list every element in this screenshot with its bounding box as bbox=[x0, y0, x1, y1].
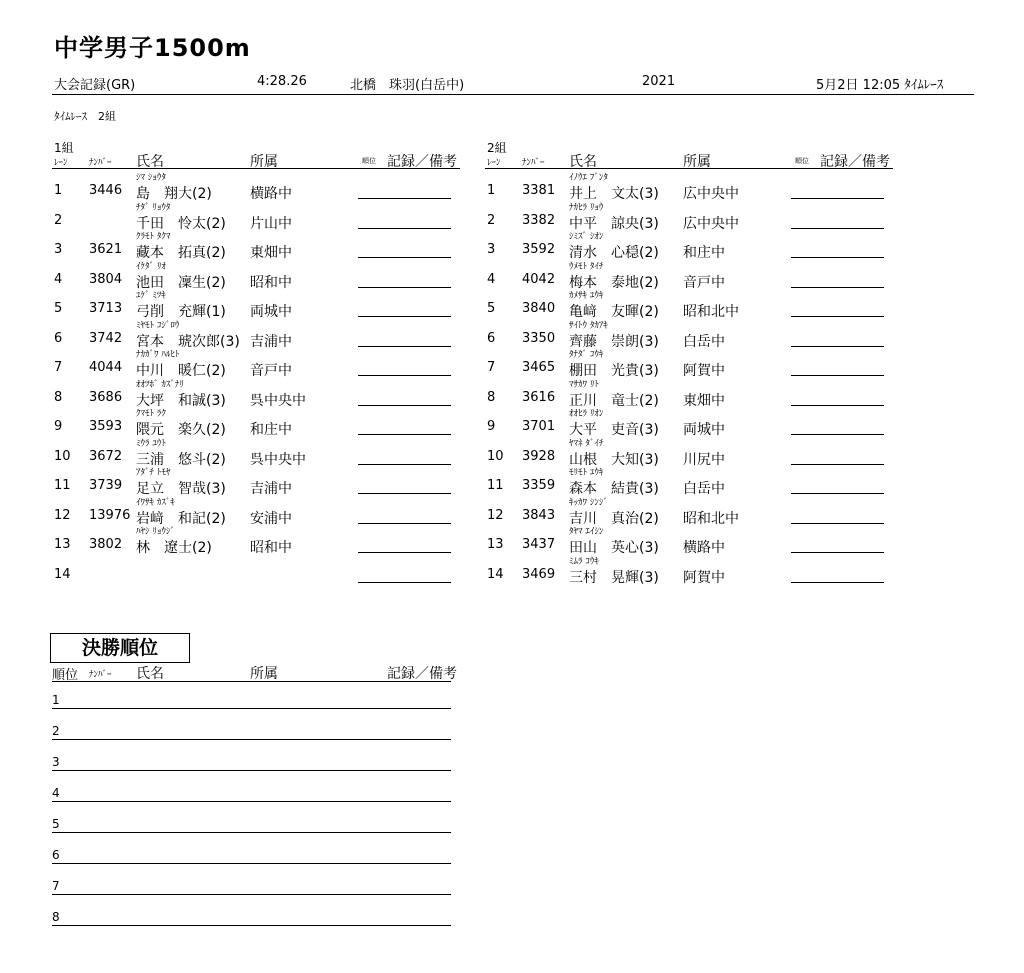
header-rank: 順位 bbox=[362, 157, 376, 165]
lane-number: 10 bbox=[487, 448, 504, 464]
bib-number: 4044 bbox=[89, 360, 123, 375]
header-name: 氏名 bbox=[136, 154, 164, 170]
header-number: ﾅﾝﾊﾞｰ bbox=[89, 158, 112, 168]
name-kana: ﾀﾔﾏ ｴｲｼﾝ bbox=[569, 527, 604, 537]
final-rank-number: 7 bbox=[52, 879, 60, 893]
athlete-name: 大平 吏音(3) bbox=[569, 422, 659, 438]
bib-number: 3802 bbox=[89, 537, 123, 552]
name-kana: ﾐﾔﾓﾄ ｺｼﾞﾛｳ bbox=[136, 320, 180, 331]
record-label: 大会記録(GR) bbox=[54, 78, 136, 93]
lane-number: 4 bbox=[487, 271, 496, 287]
entry-row bbox=[485, 465, 895, 497]
final-rank-number: 4 bbox=[52, 786, 60, 800]
bib-number: 3381 bbox=[522, 183, 556, 198]
name-kana: ｲｹﾀﾞ ﾘｵ bbox=[136, 261, 166, 272]
final-rank-number: 1 bbox=[52, 693, 60, 707]
final-rank-row bbox=[52, 845, 451, 864]
athlete-name: 正川 竜士(2) bbox=[569, 392, 659, 409]
final-header-rank: 順位 bbox=[52, 668, 79, 683]
entry-row bbox=[52, 259, 462, 291]
final-rank-row bbox=[52, 752, 451, 771]
final-ranking-title: 決勝順位 bbox=[50, 633, 190, 663]
bib-number: 3350 bbox=[522, 330, 556, 346]
bib-number: 3686 bbox=[89, 389, 123, 405]
lane-number: 12 bbox=[54, 507, 71, 523]
athlete-name: 棚田 光貴(3) bbox=[569, 363, 659, 379]
header-record: 記録／備考 bbox=[387, 154, 457, 170]
bib-number: 3616 bbox=[522, 389, 556, 405]
lane-number: 6 bbox=[487, 330, 496, 346]
group1-header bbox=[52, 151, 460, 169]
entry-row bbox=[52, 200, 462, 232]
name-kana: ｼﾐｽﾞ ｼｵﾝ bbox=[569, 232, 604, 242]
entry-row bbox=[52, 347, 462, 379]
entry-row bbox=[52, 377, 462, 409]
name-kana: ﾏｻｶﾜ ﾘﾄ bbox=[569, 379, 599, 390]
bib-number: 3446 bbox=[89, 183, 123, 198]
entry-row bbox=[485, 170, 895, 202]
athlete-name: 清水 心穏(2) bbox=[569, 245, 659, 261]
school-name: 白岳中 bbox=[683, 481, 725, 497]
name-kana: ｻｲﾄｳ ﾀｶｱｷ bbox=[569, 320, 608, 331]
school-name: 阿賀中 bbox=[683, 363, 725, 379]
final-rank-row bbox=[52, 814, 451, 833]
school-name: 横路中 bbox=[683, 540, 725, 556]
header-lane: ﾚｰﾝ bbox=[487, 158, 501, 168]
bib-number: 3621 bbox=[89, 242, 123, 257]
athlete-name: 三村 晃輝(3) bbox=[569, 569, 659, 586]
entry-row bbox=[52, 170, 462, 202]
athlete-name: 中平 諒央(3) bbox=[569, 215, 659, 232]
race-label: ﾀｲﾑﾚｰｽ 2組 bbox=[54, 110, 116, 123]
entry-row bbox=[52, 465, 462, 497]
final-header-school: 所属 bbox=[250, 666, 278, 682]
lane-number: 2 bbox=[54, 212, 63, 228]
athlete-name: 森本 結貴(3) bbox=[569, 481, 659, 497]
record-blank-line bbox=[791, 582, 884, 583]
lane-number: 6 bbox=[54, 330, 63, 346]
entry-row bbox=[485, 406, 895, 438]
bib-number: 13976 bbox=[89, 507, 131, 523]
athlete-name: 池田 凜生(2) bbox=[136, 274, 226, 291]
header-number: ﾅﾝﾊﾞｰ bbox=[522, 158, 545, 168]
group2-header bbox=[485, 151, 893, 169]
entry-row bbox=[485, 347, 895, 379]
lane-number: 9 bbox=[487, 419, 496, 434]
athlete-name: 島 翔大(2) bbox=[136, 186, 212, 202]
final-header-record: 記録／備考 bbox=[387, 666, 457, 682]
final-rank-number: 6 bbox=[52, 848, 60, 862]
school-name: 広中央中 bbox=[683, 186, 739, 202]
final-header-name: 氏名 bbox=[136, 666, 164, 682]
final-rank-number: 2 bbox=[52, 724, 60, 738]
bib-number: 3469 bbox=[522, 566, 556, 582]
entry-row bbox=[485, 259, 895, 291]
entry-row bbox=[485, 377, 895, 409]
lane-number: 14 bbox=[487, 566, 504, 582]
athlete-name: 弓削 充輝(1) bbox=[136, 304, 226, 320]
meet-record-line bbox=[52, 74, 974, 95]
lane-number: 8 bbox=[487, 389, 496, 405]
entry-row bbox=[52, 495, 462, 527]
entry-row bbox=[52, 288, 462, 320]
entry-row bbox=[485, 229, 895, 261]
bib-number: 3359 bbox=[522, 478, 556, 493]
lane-number: 5 bbox=[54, 301, 63, 316]
lane-number: 5 bbox=[487, 301, 496, 316]
bib-number: 3843 bbox=[522, 507, 556, 523]
athlete-name: 齊藤 崇朗(3) bbox=[569, 333, 659, 350]
entry-row bbox=[485, 318, 895, 350]
lane-number: 13 bbox=[487, 537, 504, 552]
school-name: 昭和中 bbox=[250, 540, 292, 556]
school-name: 昭和中 bbox=[250, 274, 292, 291]
school-name: 音戸中 bbox=[683, 274, 725, 291]
page-title: 中学男子1500m bbox=[54, 34, 251, 62]
name-kana: ｶﾒｻｷ ﾕｳｷ bbox=[569, 291, 604, 301]
athlete-name: 岩﨑 和記(2) bbox=[136, 510, 226, 527]
bib-number: 3804 bbox=[89, 271, 123, 287]
entry-row bbox=[485, 200, 895, 232]
entry-row bbox=[52, 436, 462, 468]
lane-number: 10 bbox=[54, 448, 71, 464]
bib-number: 3592 bbox=[522, 242, 556, 257]
lane-number: 2 bbox=[487, 212, 496, 228]
school-name: 両城中 bbox=[683, 422, 725, 438]
lane-number: 14 bbox=[54, 566, 71, 582]
school-name: 和庄中 bbox=[250, 422, 292, 438]
name-kana: ﾅｶｶﾞﾜ ﾊﾙﾋﾄ bbox=[136, 350, 180, 360]
school-name: 東畑中 bbox=[683, 392, 725, 409]
bib-number: 3701 bbox=[522, 419, 556, 434]
final-rank-number: 5 bbox=[52, 817, 60, 831]
entry-row bbox=[52, 229, 462, 261]
race-schedule: 5月2日 12:05 ﾀｲﾑﾚｰｽ bbox=[816, 78, 944, 93]
bib-number: 3742 bbox=[89, 330, 123, 346]
entry-row bbox=[52, 406, 462, 438]
bib-number: 4042 bbox=[522, 271, 556, 287]
bib-number: 3672 bbox=[89, 448, 123, 464]
header-lane: ﾚｰﾝ bbox=[54, 158, 68, 168]
athlete-name: 山根 大知(3) bbox=[569, 451, 659, 468]
school-name: 昭和北中 bbox=[683, 510, 739, 527]
entry-row bbox=[52, 524, 462, 556]
bib-number: 3593 bbox=[89, 419, 123, 434]
school-name: 昭和北中 bbox=[683, 304, 739, 320]
final-rank-number: 8 bbox=[52, 910, 60, 924]
school-name: 川尻中 bbox=[683, 451, 725, 468]
athlete-name: 井上 文太(3) bbox=[569, 186, 659, 202]
record-blank-line bbox=[358, 582, 451, 583]
entry-row bbox=[485, 554, 895, 586]
record-time: 4:28.26 bbox=[257, 74, 307, 89]
lane-number: 7 bbox=[487, 360, 496, 375]
name-kana: ｵｵﾂﾎﾞ ｶｽﾞﾅﾘ bbox=[136, 379, 184, 390]
lane-number: 8 bbox=[54, 389, 63, 405]
name-kana: ｳﾒﾓﾄ ﾀｲﾁ bbox=[569, 261, 604, 272]
name-kana: ｷｯｶﾜ ｼﾝｼﾞ bbox=[569, 497, 608, 508]
school-name: 両城中 bbox=[250, 304, 292, 320]
final-rank-row bbox=[52, 690, 451, 709]
name-kana: ﾕｹﾞ ﾐﾂｷ bbox=[136, 291, 166, 301]
record-holder: 北橋 珠羽(白岳中) bbox=[350, 78, 465, 93]
school-name: 横路中 bbox=[250, 186, 292, 202]
bib-number: 3382 bbox=[522, 212, 556, 228]
school-name: 吉浦中 bbox=[250, 333, 292, 350]
athlete-name: 三浦 悠斗(2) bbox=[136, 451, 226, 468]
name-kana: ﾐﾑﾗ ｺｳｷ bbox=[569, 556, 599, 567]
lane-number: 13 bbox=[54, 537, 71, 552]
school-name: 白岳中 bbox=[683, 333, 725, 350]
bib-number: 3739 bbox=[89, 478, 123, 493]
bib-number: 3713 bbox=[89, 301, 123, 316]
lane-number: 9 bbox=[54, 419, 63, 434]
entry-row bbox=[485, 495, 895, 527]
athlete-name: 吉川 真治(2) bbox=[569, 510, 659, 527]
athlete-name: 田山 英心(3) bbox=[569, 540, 659, 556]
athlete-name: 千田 怜太(2) bbox=[136, 215, 226, 232]
header-rank: 順位 bbox=[795, 157, 809, 165]
group1-label: 1組 bbox=[54, 141, 74, 155]
athlete-name: 大坪 和誠(3) bbox=[136, 392, 226, 409]
name-kana: ﾅｶﾋﾗ ﾘｮｳ bbox=[569, 202, 604, 213]
athlete-name: 亀﨑 友暉(2) bbox=[569, 304, 659, 320]
name-kana: ﾁﾀﾞ ﾘｮｳﾀ bbox=[136, 202, 171, 213]
lane-number: 1 bbox=[487, 183, 496, 198]
name-kana: ﾓﾘﾓﾄ ﾕｳｷ bbox=[569, 468, 604, 478]
lane-number: 11 bbox=[54, 478, 71, 493]
name-kana: ｲﾜｻｷ ｶｽﾞｷ bbox=[136, 497, 175, 508]
school-name: 音戸中 bbox=[250, 363, 292, 379]
lane-number: 7 bbox=[54, 360, 63, 375]
name-kana: ｼﾏ ｼｮｳﾀ bbox=[136, 173, 166, 183]
bib-number: 3465 bbox=[522, 360, 556, 375]
final-header-number: ﾅﾝﾊﾞｰ bbox=[89, 670, 112, 680]
name-kana: ｲﾉｳｴ ﾌﾞﾝﾀ bbox=[569, 173, 608, 183]
school-name: 片山中 bbox=[250, 215, 292, 232]
name-kana: ｱﾀﾞﾁ ﾄﾓﾔ bbox=[136, 468, 171, 478]
athlete-name: 藏本 拓真(2) bbox=[136, 245, 226, 261]
name-kana: ｸﾏﾓﾄ ﾗｸ bbox=[136, 409, 166, 419]
athlete-name: 足立 智哉(3) bbox=[136, 481, 226, 497]
final-header bbox=[52, 663, 457, 683]
bib-number: 3437 bbox=[522, 537, 556, 552]
final-rank-row bbox=[52, 907, 451, 926]
entry-row bbox=[485, 436, 895, 468]
lane-number: 3 bbox=[54, 242, 63, 257]
lane-number: 12 bbox=[487, 507, 504, 523]
final-rank-row bbox=[52, 876, 451, 895]
school-name: 安浦中 bbox=[250, 510, 292, 527]
header-name: 氏名 bbox=[569, 154, 597, 170]
entry-row bbox=[485, 288, 895, 320]
name-kana: ｸﾗﾓﾄ ﾀｸﾏ bbox=[136, 232, 171, 242]
athlete-name: 梅本 泰地(2) bbox=[569, 274, 659, 291]
school-name: 呉中央中 bbox=[250, 451, 306, 468]
bib-number: 3840 bbox=[522, 301, 556, 316]
group2-label: 2組 bbox=[487, 141, 507, 155]
final-rank-number: 3 bbox=[52, 755, 60, 769]
name-kana: ﾊﾔｼ ﾘｮｳｼﾞ bbox=[136, 527, 175, 537]
school-name: 阿賀中 bbox=[683, 569, 725, 586]
name-kana: ﾐｳﾗ ﾕｳﾄ bbox=[136, 438, 166, 449]
lane-number: 3 bbox=[487, 242, 496, 257]
final-rank-row bbox=[52, 783, 451, 802]
athlete-name: 林 遼士(2) bbox=[136, 540, 212, 556]
entry-row bbox=[485, 524, 895, 556]
entry-row bbox=[52, 554, 462, 583]
school-name: 東畑中 bbox=[250, 245, 292, 261]
name-kana: ﾀﾅﾀﾞ ｺｳｷ bbox=[569, 350, 604, 360]
lane-number: 4 bbox=[54, 271, 63, 287]
athlete-name: 宮本 琥次郎(3) bbox=[136, 333, 240, 350]
bib-number: 3928 bbox=[522, 448, 556, 464]
school-name: 吉浦中 bbox=[250, 481, 292, 497]
school-name: 呉中央中 bbox=[250, 392, 306, 409]
entry-row bbox=[52, 318, 462, 350]
name-kana: ﾔﾏﾈ ﾀﾞｲﾁ bbox=[569, 438, 604, 449]
header-school: 所属 bbox=[683, 154, 711, 170]
athlete-name: 隈元 楽久(2) bbox=[136, 422, 226, 438]
final-rank-row bbox=[52, 721, 451, 740]
school-name: 和庄中 bbox=[683, 245, 725, 261]
record-year: 2021 bbox=[642, 74, 676, 89]
athlete-name: 中川 暖仁(2) bbox=[136, 363, 226, 379]
lane-number: 11 bbox=[487, 478, 504, 493]
name-kana: ｵｵﾋﾗ ﾘｵﾝ bbox=[569, 409, 604, 419]
header-school: 所属 bbox=[250, 154, 278, 170]
school-name: 広中央中 bbox=[683, 215, 739, 232]
lane-number: 1 bbox=[54, 183, 63, 198]
header-record: 記録／備考 bbox=[820, 154, 890, 170]
